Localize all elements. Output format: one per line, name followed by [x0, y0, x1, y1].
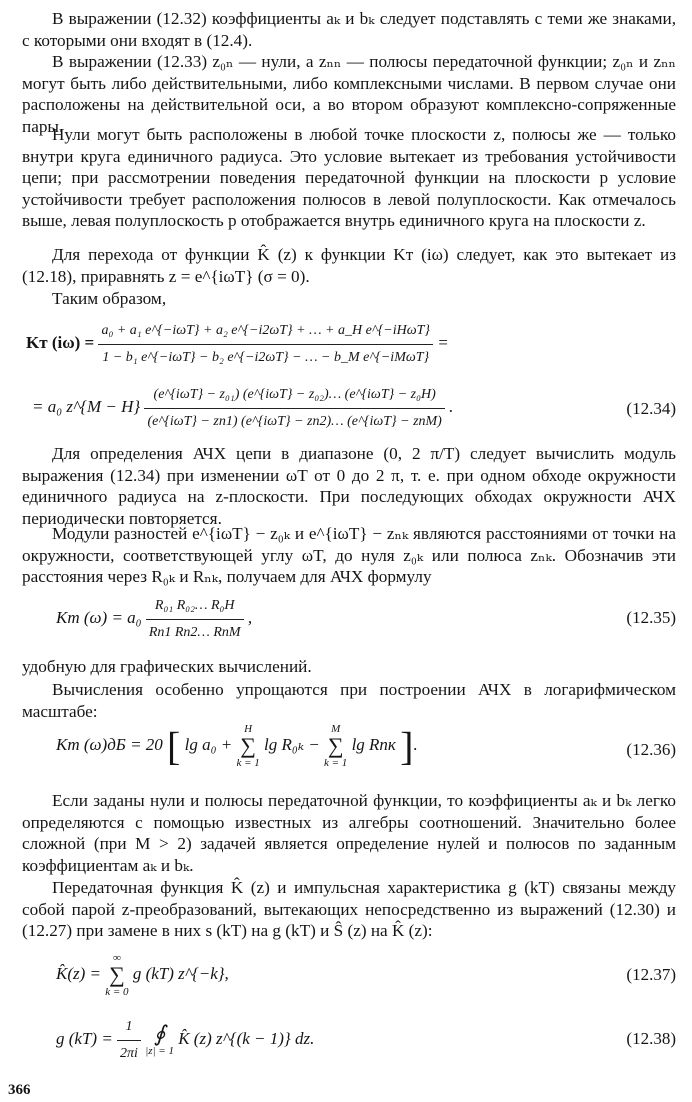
eq35-numerator: R₀₁ R₀₂… R₀H — [146, 595, 244, 620]
paragraph-log-scale: Вычисления особенно упрощаются при построении АЧХ в логарифмическом масштабе: — [22, 680, 676, 721]
eq36-sum-2: M ∑ k = 1 — [324, 723, 348, 769]
eq38-integral-bottom: |z| = 1 — [145, 1045, 174, 1057]
eq34-denominator: 1 − b₁ e^{−iωT} − b₂ e^{−i2ωT} − … − b_M e^{−iMωT} — [102, 349, 430, 365]
paragraph-afc-range: Для определения АЧХ цепи в диапазоне (0, 2 π/T) следует вычислить модуль выражения (12.34) при изменении ωT от 0 до 2 π, т. е. при одном обходе окружности единичного радиуса на z-плоскости. При последующих обходах окружности АЧХ периодически повторяется. — [22, 444, 676, 528]
eq36-term-a: lg a₀ + — [184, 734, 233, 754]
eq34-line2-fraction — [144, 384, 444, 432]
eq37-sum-top: ∞ — [112, 952, 121, 964]
eq38-rhs: K̂ (z) z^{(k − 1)} dz. — [178, 1028, 315, 1048]
eq36-sum2-bottom: k = 1 — [324, 757, 348, 769]
eq38-numerator: 1 — [117, 1016, 141, 1041]
equation-12-35: Kт (ω) = a₀ $\frac{\text{R₀₁ R₀₂… R₀H}}{\text{Rп1 Rп2… RпM}}$ , (12.35) — [26, 595, 676, 643]
eq34-lhs: Kт (iω) = — [26, 332, 95, 352]
eq36-sum1-bottom: k = 1 — [236, 757, 260, 769]
paragraph-graphical: удобную для графических вычислений. — [22, 657, 312, 676]
equation-12-34: Kт (iω) = $\frac{\text{a₀ + a₁ e\textasciicircum{}\{−iωT\} + a₂ e\textasciicircum{}\{−i2ωT\} + … + a\_H e\textasciicircum{}\{−iHωT\}}}{\text{1 − b₁ e\textasciicircum{}\{−iωT\} − b₂ e\textasciicircum{}\{−i2ωT\} − … − b\_M e\textasciicircum{}\{−iMωT\}}}$ = = a₀ z^{M − H} $\frac{\text{(e\textasciicircum{}\{iωT\} − z₀₁) (e\textasciicircum{}\{iωT\} − z₀₂)… (e\textasciicircum{}\{iωT\} − z₀H)}}{\text{(e\textasciicircum{}\{iωT\} − zп1) (e\textasciicircum{}\{iωT\} − zп2)… (e\textasciicircum{}\{iωT\} − zпM)}}$ . (12.34) — [26, 320, 676, 440]
paragraph-zeros-poles: В выражении (12.33) z₀ₙ — нули, а zₙₙ — полюсы передаточной функции; z₀ₙ и zₙₙ могут быть либо действительными, либо комплексными числами. В первом случае они расположены на действительной оси, а во втором образуют комплексно-сопряженные пары. — [22, 52, 676, 136]
equation-12-37 — [26, 952, 676, 1004]
equation-12-38 — [26, 1016, 676, 1072]
eq36-lhs: Kт (ω)дБ = 20 — [56, 734, 163, 754]
eq36-sum-1: H ∑ k = 1 — [236, 723, 260, 769]
eq38-lhs: g (kT) = — [56, 1028, 113, 1048]
equation-number-12-38: (12.38) — [626, 1029, 676, 1048]
equation-12-36: Kт (ω)дБ = 20 [ lg a₀ + H ∑ k = 1 lg R₀ₖ − M ∑ k = 1 lg Rпк ]. (12.36) — [56, 723, 676, 769]
eq37-rhs: g (kT) z^{−k}, — [132, 963, 229, 983]
eq36-sum1-top: H — [244, 723, 253, 735]
eq37-sum-bottom: k = 0 — [105, 986, 129, 998]
paragraph-distances: Модули разностей e^{iωT} − z₀ₖ и e^{iωT} − zₙₖ являются расстояниями от точки на окружности, соответствующей углу ωT, до нуля z₀ₖ или полюса zₙₖ. Обозначив эти расстояния через R₀ₖ и Rₙₖ, получаем для АЧХ формулу — [22, 524, 676, 586]
eq38-contour-integral: ∮ |z| = 1 — [145, 1021, 174, 1057]
equation-number-12-37: (12.37) — [626, 965, 676, 984]
eq38-fraction — [117, 1016, 141, 1064]
eq34-equals: = — [437, 332, 449, 352]
paragraph-zeros-poles-given: Если заданы нули и полюсы передаточной функции, то коэффициенты aₖ и bₖ легко определяются с помощью известных из алгебры соотношений. Значительно более сложной (при M > 2) задачей является определение нулей и полюсов по заданным коэффициентам aₖ и bₖ. — [22, 791, 676, 875]
equation-number-12-36: (12.36) — [626, 740, 676, 759]
equation-number-12-34: (12.34) — [626, 399, 676, 418]
page-number: 366 — [8, 1082, 31, 1098]
eq36-term-c: lg Rпк — [351, 734, 396, 754]
eq34-numerator: a₀ + a₁ e^{−iωT} + a₂ e^{−i2ωT} + … + a_H e^{−iHωT} — [98, 320, 433, 345]
eq34-fraction — [98, 320, 433, 368]
paragraph-transition: Для перехода от функции K̂ (z) к функции Kт (iω) следует, как это вытекает из (12.18), приравнять z = e^{iωT} (σ = 0). — [22, 245, 676, 286]
eq37-sum: ∞ ∑ k = 0 — [105, 952, 129, 998]
eq36-sum2-top: M — [331, 723, 341, 735]
eq34-line2-denominator: (e^{iωT} − zп1) (e^{iωT} − zп2)… (e^{iωT} − zпM) — [147, 413, 442, 429]
paragraph-thus: Таким образом, — [52, 289, 167, 308]
eq35-lhs: Kт (ω) = a₀ — [56, 607, 142, 627]
eq36-term-b: lg R₀ₖ − — [264, 734, 320, 754]
eq35-denominator: Rп1 Rп2… RпM — [148, 624, 241, 640]
equation-number-12-35: (12.35) — [626, 608, 676, 627]
eq34-line2-numerator: (e^{iωT} − z₀₁) (e^{iωT} − z₀₂)… (e^{iωT} − z₀H) — [144, 384, 444, 409]
paragraph-stability: Нули могут быть расположены в любой точке плоскости z, полюсы же — только внутри круга единичного радиуса. Это условие вытекает из требования устойчивости цепи; при рассмотрении поведения передаточной функции на плоскости p условие устойчивости требует расположения полюсов в левой полуплоскости. Как отмечалось выше, левая полуплоскость p отображается внутрь единичного круга на плоскости z. — [22, 125, 676, 230]
paragraph-z-transforms: Передаточная функция K̂ (z) и импульсная характеристика g (kT) связаны между собой парой z-преобразований, вытекающих непосредственно из выражений (12.30) и (12.27) при замене в них s (kT) на g (kT) и Ŝ (z) на K̂ (z): — [22, 878, 676, 940]
eq37-lhs: K̂(z) = — [56, 963, 101, 983]
eq34-line2-prefix: = a₀ z^{M − H} — [32, 396, 141, 416]
eq38-denominator: 2πi — [120, 1045, 138, 1061]
paragraph-coefficients-sign: В выражении (12.32) коэффициенты aₖ и bₖ следует подставлять с теми же знаками, с которыми они входят в (12.4). — [22, 9, 676, 50]
eq35-fraction — [146, 595, 244, 643]
